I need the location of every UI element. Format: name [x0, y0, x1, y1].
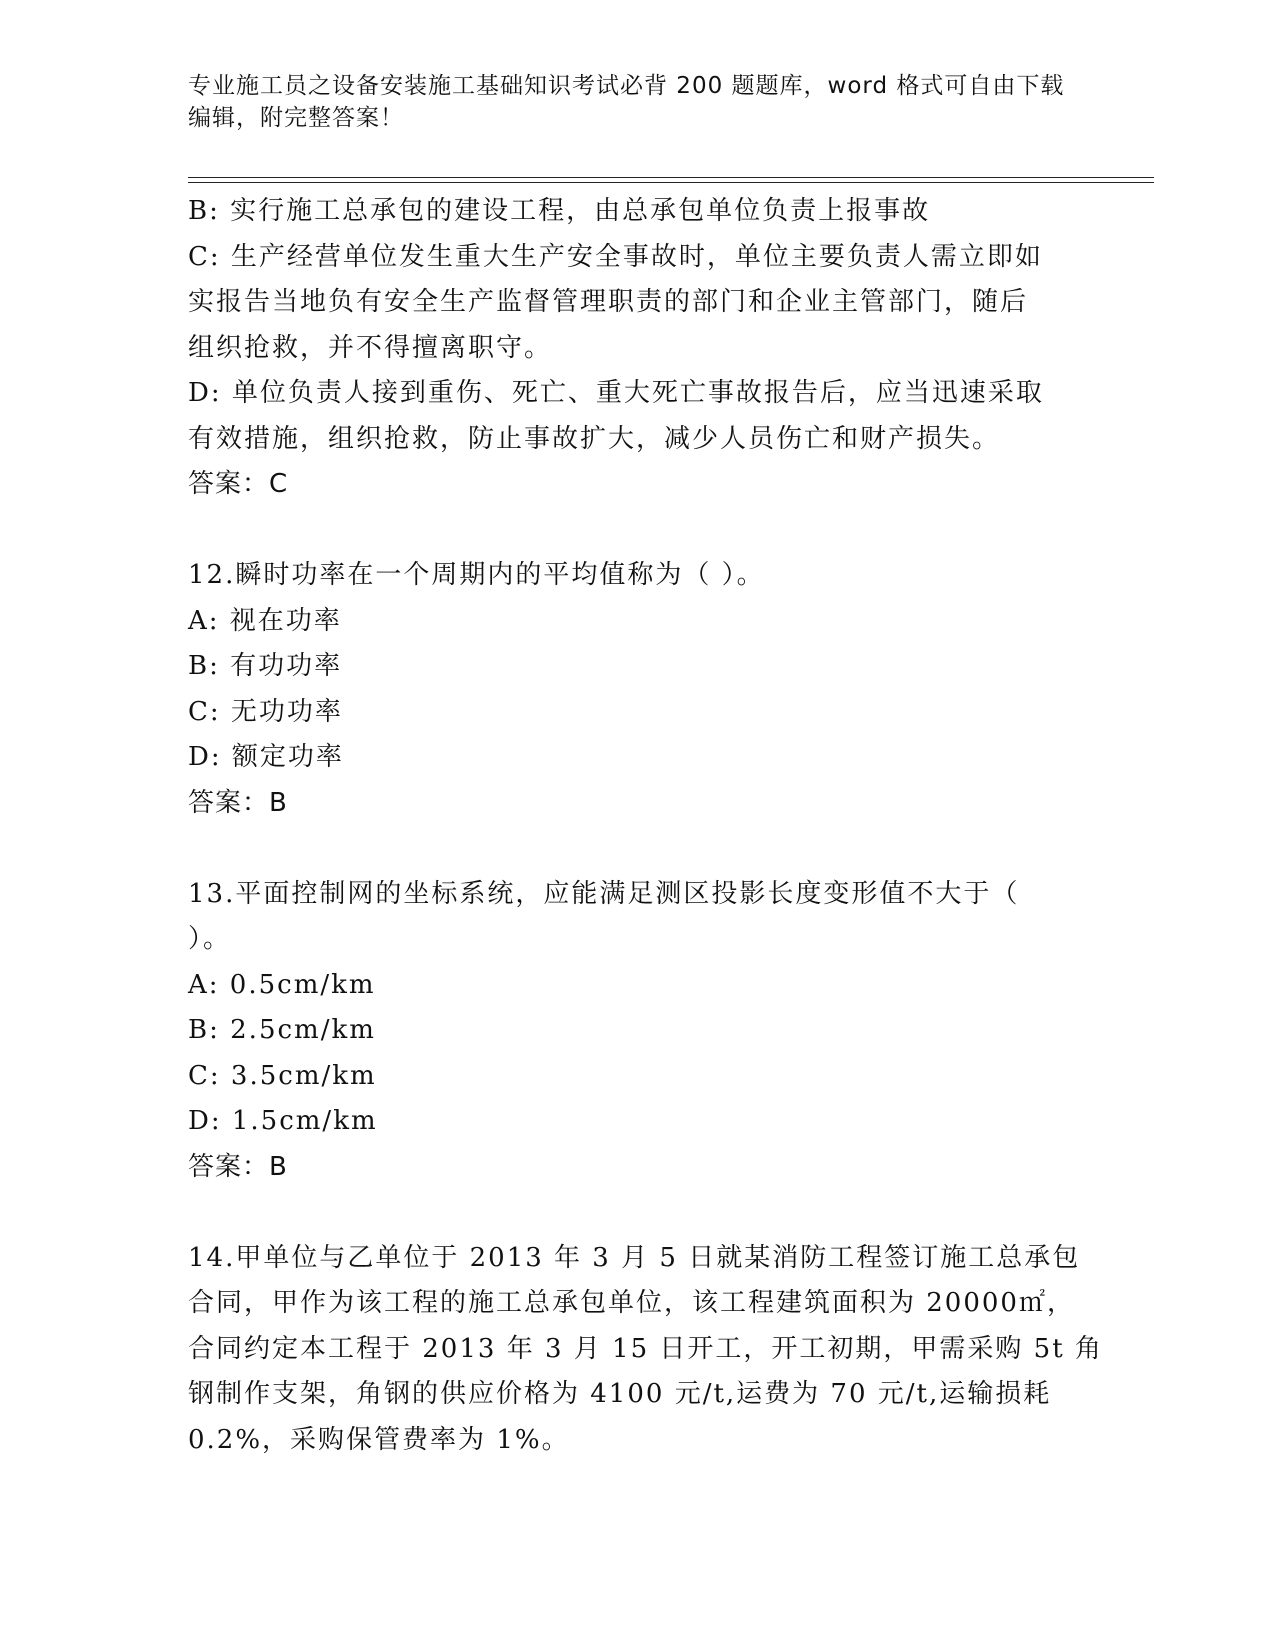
- option-line: 实报告当地负有安全生产监督管理职责的部门和企业主管部门，随后: [188, 287, 1029, 317]
- header-title-line-2: 编辑，附完整答案！: [188, 105, 404, 131]
- header-divider-bottom: [188, 182, 1154, 183]
- answer-line: 答案：B: [188, 1151, 288, 1182]
- option-a: A: 视在功率: [188, 605, 342, 636]
- option-c: C: 3.5cm/km: [188, 1060, 377, 1091]
- option-d: D: 额定功率: [188, 742, 344, 772]
- answer-line: 答案：B: [188, 787, 288, 818]
- option-a: A: 0.5cm/km: [188, 969, 376, 1000]
- question-11-continuation: [188, 189, 1088, 508]
- question-text: 12.瞬时功率在一个周期内的平均值称为（ ）。: [188, 560, 765, 590]
- question-text: 13.平面控制网的坐标系统，应能满足测区投影长度变形值不大于（: [188, 878, 1020, 909]
- option-line: 有效措施，组织抢救，防止事故扩大，减少人员伤亡和财产损失。: [188, 423, 1001, 454]
- question-text: 14.甲单位与乙单位于 2013 年 3 月 5 日就某消防工程签订施工总承包: [188, 1242, 1081, 1273]
- header-title-line-1: 专业施工员之设备安装施工基础知识考试必背 200 题题库，word 格式可自由下载: [188, 73, 1065, 99]
- question-text: 0.2%，采购保管费率为 1%。: [188, 1424, 570, 1455]
- option-d: D: 1.5cm/km: [188, 1106, 378, 1136]
- spacer: [188, 508, 1088, 554]
- header-divider-top: [188, 177, 1154, 178]
- question-13: [188, 872, 1088, 1191]
- question-text: 合同约定本工程于 2013 年 3 月 15 日开工，开工初期，甲需采购 5t 角: [188, 1333, 1103, 1364]
- spacer: [188, 826, 1088, 872]
- question-12: [188, 553, 1088, 826]
- option-line: B: 实行施工总承包的建设工程，由总承包单位负责上报事故: [188, 196, 931, 226]
- option-line: C: 生产经营单位发生重大生产安全事故时，单位主要负责人需立即如: [188, 241, 1043, 272]
- question-text: 钢制作支架，角钢的供应价格为 4100 元/t,运费为 70 元/t,运输损耗: [188, 1379, 1052, 1409]
- document-body: [188, 189, 1103, 1463]
- answer-line: 答案：C: [188, 469, 289, 499]
- option-c: C: 无功功率: [188, 696, 343, 727]
- question-14: [188, 1236, 1103, 1464]
- option-b: B: 有功功率: [188, 651, 343, 681]
- option-b: B: 2.5cm/km: [188, 1015, 376, 1045]
- option-line: 组织抢救，并不得擅离职守。: [188, 332, 553, 363]
- question-text: 合同，甲作为该工程的施工总承包单位，该工程建筑面积为 20000㎡，: [188, 1288, 1075, 1318]
- option-line: D: 单位负责人接到重伤、死亡、重大死亡事故报告后，应当迅速采取: [188, 378, 1044, 408]
- question-text: ）。: [188, 924, 232, 954]
- spacer: [188, 1190, 1088, 1236]
- document-header: [188, 70, 1068, 134]
